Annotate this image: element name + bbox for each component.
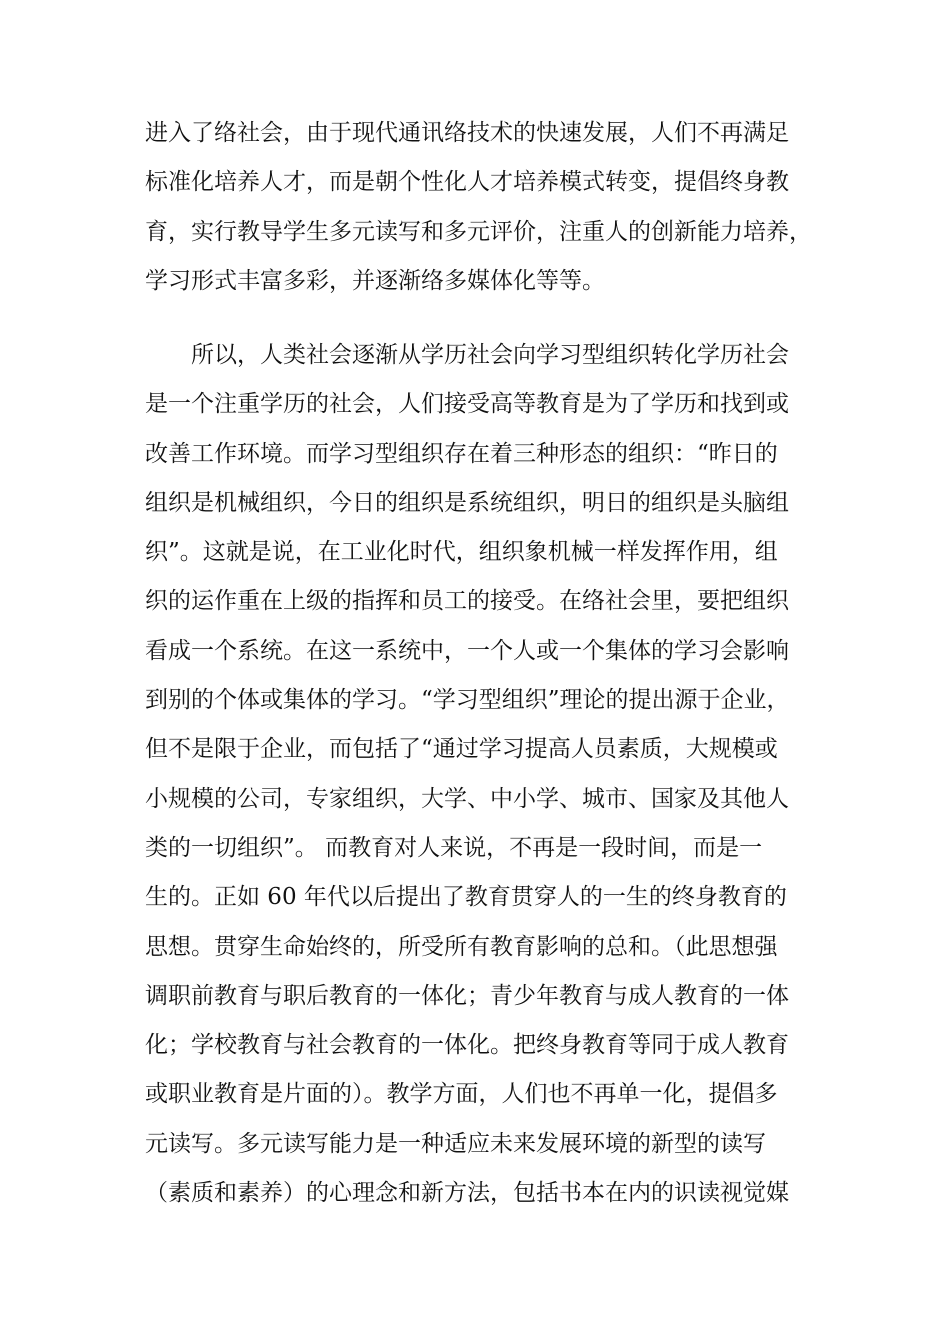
paragraph-line: 所以，人类社会逐渐从学历社会向学习型组织转化学历社会 bbox=[191, 342, 789, 368]
paragraph-line: 织”。这就是说，在工业化时代，组织象机械一样发挥作用，组 bbox=[145, 539, 778, 566]
paragraph-line: 是一个注重学历的社会，人们接受高等教育是为了学历和找到或 bbox=[145, 391, 789, 418]
paragraph-line: 育，实行教导学生多元读写和多元评价，注重人的创新能力培养， bbox=[145, 218, 812, 245]
paragraph-line: 类的一切组织”。 而教育对人来说，不再是一段时间，而是一 bbox=[145, 834, 763, 861]
paragraph-2 bbox=[145, 331, 815, 1218]
paragraph-line: 调职前教育与职后教育的一体化；青少年教育与成人教育的一体 bbox=[145, 982, 789, 1009]
paragraph-line: 思想。贯穿生命始终的，所受所有教育影响的总和。（此思想强 bbox=[145, 933, 778, 960]
paragraph-line: 元读写。多元读写能力是一种适应未来发展环境的新型的读写 bbox=[145, 1130, 766, 1157]
paragraph-line: 改善工作环境。而学习型组织存在着三种形态的组织：“昨日的 bbox=[145, 440, 778, 467]
paragraph-line: 生的。正如 60 年代以后提出了教育贯穿人的一生的终身教育的 bbox=[145, 884, 787, 911]
paragraph-line: 到别的个体或集体的学习。“学习型组织”理论的提出源于企业， bbox=[145, 687, 790, 714]
paragraph-line: 看成一个系统。在这一系统中，一个人或一个集体的学习会影响 bbox=[145, 637, 789, 664]
paragraph-line: 织的运作重在上级的指挥和员工的接受。在络社会里，要把组织 bbox=[145, 588, 789, 615]
paragraph-line: 标准化培养人才，而是朝个性化人才培养模式转变，提倡终身教 bbox=[145, 169, 789, 196]
paragraph-line: 或职业教育是片面的）。教学方面，人们也不再单一化，提倡多 bbox=[145, 1081, 778, 1108]
paragraph-line: 化；学校教育与社会教育的一体化。把终身教育等同于成人教育 bbox=[145, 1032, 789, 1059]
paragraph-line: 但不是限于企业，而包括了“通过学习提高人员素质，大规模或 bbox=[145, 736, 778, 763]
paragraph-line: 小规模的公司，专家组织，大学、中小学、城市、国家及其他人 bbox=[145, 785, 789, 812]
paragraph-line: （素质和素养）的心理念和新方法，包括书本在内的识读视觉媒 bbox=[145, 1180, 789, 1207]
paragraph-line: 组织是机械组织，今日的组织是系统组织，明日的组织是头脑组 bbox=[145, 489, 789, 516]
paragraph-1 bbox=[145, 109, 815, 306]
paragraph-line: 进入了络社会，由于现代通讯络技术的快速发展，人们不再满足 bbox=[145, 120, 789, 146]
paragraph-line: 学习形式丰富多彩，并逐渐络多媒体化等等。 bbox=[145, 267, 605, 294]
